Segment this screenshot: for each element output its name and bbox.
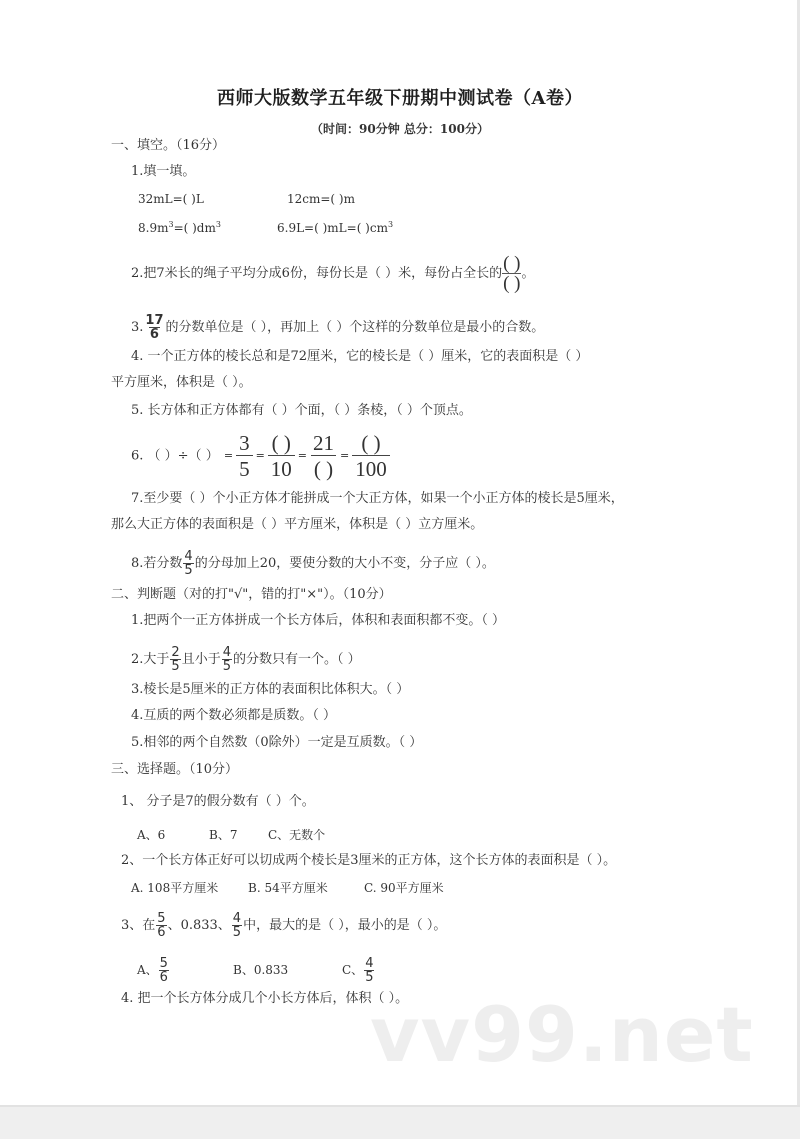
section3-heading: 三、选择题。（10分） (111, 762, 239, 777)
s3-q2-option-c: C. 90平方厘米 (364, 881, 444, 895)
s1-q6-frac2 (268, 432, 295, 480)
page-subtitle: （时间：90分钟 总分：100分） (311, 122, 489, 136)
s3-q3-mid: 、0.833、 (167, 918, 231, 933)
s3-q3-text: 中，最大的是（ ），最小的是（ ）。 (243, 918, 447, 933)
frac-num: 2 (171, 645, 180, 660)
s1-q6-frac4 (352, 432, 390, 480)
s1-q4-line2: 平方厘米，体积是（ ）。 (111, 375, 252, 390)
option-label: C、 (342, 963, 364, 977)
page-title: 西师大版数学五年级下册期中测试卷（A卷） (217, 88, 583, 109)
s1-q6 (131, 430, 392, 483)
s2-q2-frac2 (222, 646, 232, 673)
option-label: A、 (137, 963, 158, 977)
frac-num: 4 (232, 911, 242, 926)
s1-q1-b: 12cm=( )m (287, 192, 355, 206)
frac-den: ( ) (311, 455, 336, 480)
equals-sign: = (223, 449, 234, 462)
s1-q2-fraction (502, 254, 521, 293)
s1-q7-line2: 那么大正方体的表面积是（ ）平方厘米，体积是（ ）立方厘米。 (111, 517, 484, 532)
s1-q1-c-sup2: 3 (215, 220, 221, 229)
s1-q1-d (277, 216, 393, 237)
s1-q1-c-mid: =( )dm (173, 221, 216, 235)
section2-heading: 二、判断题（对的打"√"，错的打"×"）。（10分） (111, 587, 392, 602)
s1-q1-c (138, 216, 221, 237)
frac-den: 5 (222, 659, 231, 674)
frac-num: ( ) (503, 253, 521, 274)
s1-q2-text: 2.把7米长的绳子平均分成6份，每份长是（ ）米，每份占全长的 (131, 266, 503, 281)
frac-num: ( ) (361, 430, 381, 455)
frac-num: 3 (239, 430, 250, 455)
frac-num: 21 (313, 430, 334, 455)
s3-q3-option-c-frac (364, 957, 374, 984)
frac-den: 10 (268, 455, 295, 480)
s2-q2-prefix: 2.大于 (131, 652, 170, 667)
s1-q5: 5. 长方体和正方体都有（ ）个面，（ ）条棱，（ ）个顶点。 (131, 403, 472, 418)
s1-q7-line1: 7.至少要（ ）个小正方体才能拼成一个大正方体，如果一个小正方体的棱长是5厘米， (131, 491, 624, 506)
watermark: vv99.net (370, 990, 754, 1079)
s1-q6-frac3 (310, 432, 337, 480)
s2-q2-frac1 (170, 646, 180, 673)
s3-q3-frac2 (232, 912, 242, 939)
s1-q6-prefix: 6. （ ）÷（ ） (131, 448, 219, 464)
s2-q2-text: 的分数只有一个。（ ） (232, 652, 361, 667)
s3-q2-option-b: B. 54平方厘米 (248, 881, 328, 895)
s3-q3-option-a-frac (159, 957, 169, 984)
s1-q3 (131, 310, 544, 346)
s2-q2-mid: 且小于 (181, 652, 221, 667)
frac-den: 5 (171, 659, 180, 674)
s1-q1-a: 32mL=( )L (138, 192, 204, 206)
s1-q3-fraction (144, 314, 164, 341)
s1-q1-d-pre: 6.9L=( )mL=( )cm (277, 221, 388, 235)
frac-den: 6 (157, 925, 166, 940)
s1-q8 (131, 546, 495, 582)
s3-q2-option-a: A. 108平方厘米 (131, 881, 219, 895)
equals-sign: = (297, 449, 307, 462)
s1-q6-frac1 (236, 432, 253, 480)
s3-q1-option-a: A、6 (137, 828, 166, 842)
s3-q3-option-a (137, 952, 170, 988)
equals-sign: = (255, 449, 265, 462)
s1-q8-text: 的分母加上20，要使分数的大小不变，分子应（ ）。 (194, 556, 495, 571)
s3-q1-option-c: C、无数个 (268, 828, 326, 842)
frac-num: ( ) (271, 430, 291, 455)
s2-q4: 4.互质的两个数必须都是质数。（ ） (131, 708, 337, 723)
s2-q5: 5.相邻的两个自然数（0除外）一定是互质数。（ ） (131, 735, 423, 750)
frac-den: 5 (365, 970, 374, 985)
s3-q1: 1、 分子是7的假分数有（ ）个。 (121, 794, 315, 809)
s2-q3: 3.棱长是5厘米的正方体的表面积比体积大。（ ） (131, 682, 410, 697)
s2-q2 (131, 642, 361, 678)
frac-num: 17 (145, 313, 164, 328)
s1-q1-label: 1.填一填。 (131, 164, 196, 179)
frac-den: 100 (352, 455, 390, 480)
frac-den: 6 (159, 970, 168, 985)
s3-q3-frac1 (156, 912, 166, 939)
bottom-bar (0, 1105, 800, 1139)
frac-num: 4 (184, 549, 193, 564)
frac-den: ( ) (503, 273, 521, 294)
s1-q3-prefix: 3. (131, 320, 144, 335)
s1-q2 (131, 252, 535, 296)
s1-q1-c-pre: 8.9m (138, 221, 169, 235)
frac-den: 6 (149, 327, 159, 342)
frac-den: 5 (232, 925, 242, 940)
frac-num: 5 (157, 911, 166, 926)
s3-q3 (121, 908, 446, 944)
s3-q3-prefix: 3、在 (121, 918, 156, 933)
s1-q8-fraction (183, 550, 193, 577)
frac-den: 5 (184, 563, 193, 578)
frac-den: 5 (236, 455, 253, 480)
s3-q3-option-c (342, 952, 375, 988)
frac-num: 5 (159, 956, 168, 971)
s1-q4-line1: 4. 一个正方体的棱长总和是72厘米，它的棱长是（ ）厘米，它的表面积是（ ） (131, 349, 589, 364)
s1-q1-c-sup: 3 (168, 220, 174, 229)
s1-q2-end: 。 (521, 266, 535, 281)
s3-q2: 2、一个长方体正好可以切成两个棱长是3厘米的正方体，这个长方体的表面积是（ ）。 (121, 853, 617, 868)
s3-q3-option-b: B、0.833 (233, 963, 289, 977)
frac-num: 4 (222, 645, 231, 660)
s2-q1: 1.把两个一正方体拼成一个长方体后，体积和表面积都不变。（ ） (131, 613, 506, 628)
s1-q3-text: 的分数单位是（ ），再加上（ ）个这样的分数单位是最小的合数。 (165, 320, 545, 335)
equals-sign: = (340, 449, 350, 462)
section1-heading: 一、填空。（16分） (111, 138, 226, 153)
frac-num: 4 (365, 956, 374, 971)
s1-q1-d-sup: 3 (387, 220, 394, 229)
s1-q8-prefix: 8.若分数 (131, 556, 183, 571)
s3-q4: 4. 把一个长方体分成几个小长方体后，体积（ ）。 (121, 991, 409, 1006)
s3-q1-option-b: B、7 (209, 828, 238, 842)
